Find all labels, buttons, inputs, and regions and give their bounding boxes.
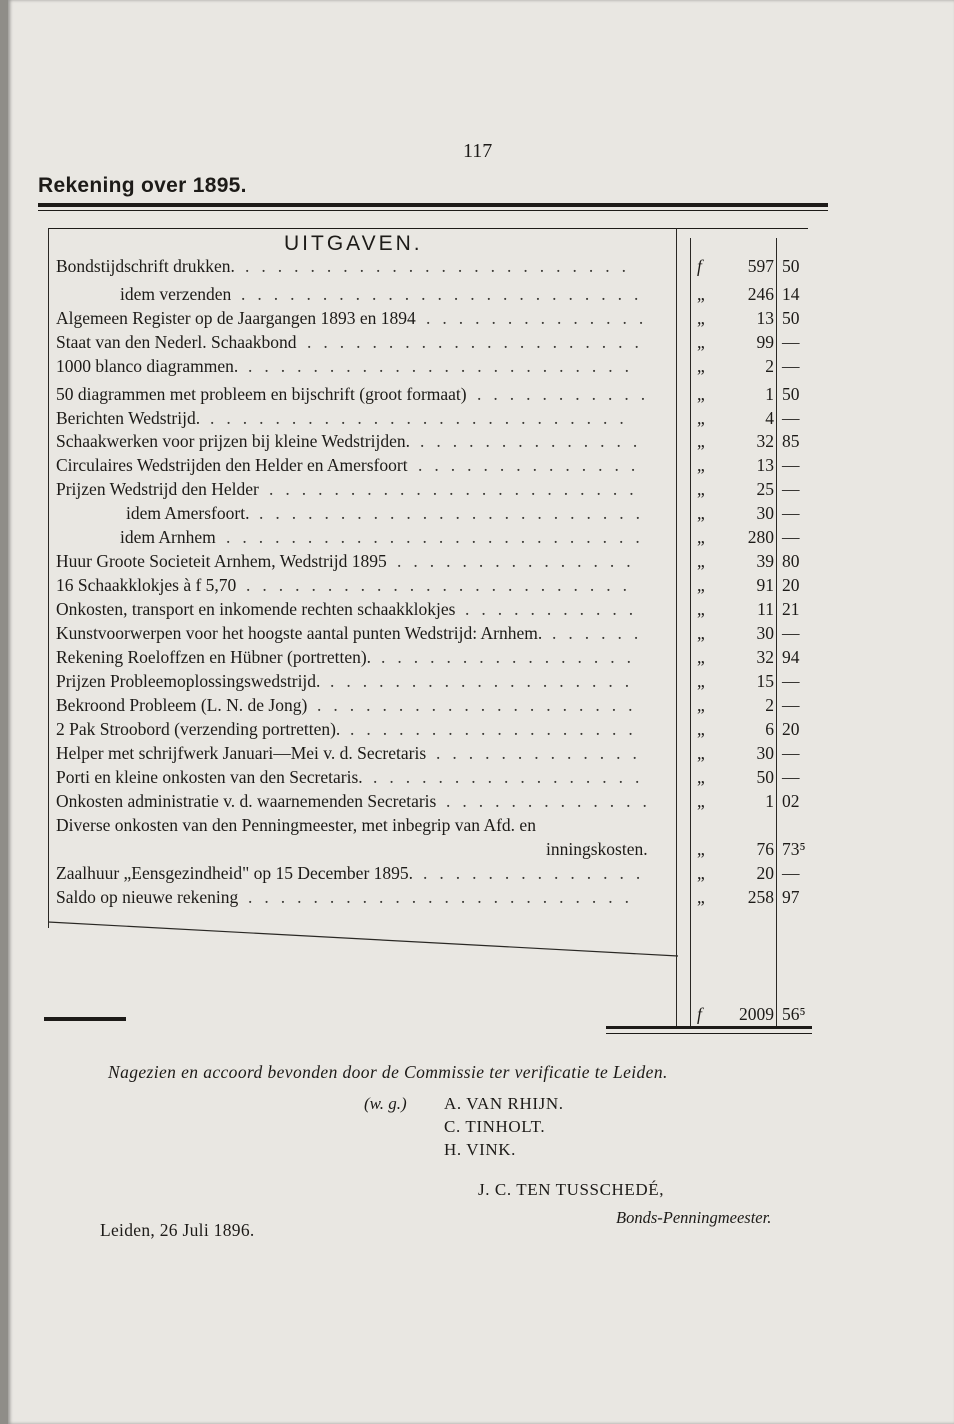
expense-description: Algemeen Register op de Jaargangen 1893 en 1894 (56, 308, 416, 328)
expense-currency: „ (697, 767, 705, 787)
leader-dots: ....................... (269, 479, 646, 499)
title-rule-thin (38, 210, 828, 211)
total-amount: 2009 (739, 1004, 774, 1024)
expense-amount: 99 (756, 332, 774, 352)
leader-dots: ............. (436, 743, 649, 763)
total-cents: 56⁵ (782, 1004, 806, 1024)
expense-cents: 73⁵ (782, 839, 806, 859)
expense-currency: „ (697, 284, 705, 304)
expense-currency: „ (697, 791, 705, 811)
expense-cents: — (782, 671, 800, 691)
expense-row (46, 503, 816, 525)
expense-cents: 85 (782, 431, 800, 451)
expense-cents: — (782, 408, 800, 428)
expense-amount: 25 (756, 479, 774, 499)
expense-row (46, 863, 816, 885)
expense-cents: 20 (782, 575, 800, 595)
expense-description: Porti en kleine onkosten van den Secretaris. (56, 767, 363, 787)
expense-description: Bekroond Probleem (L. N. de Jong) (56, 695, 308, 715)
expense-cents: — (782, 503, 800, 523)
expense-row (46, 623, 816, 645)
expense-description: Huur Groote Societeit Arnhem, Wedstrijd 1895 (56, 551, 387, 571)
expense-cents: 21 (782, 599, 800, 619)
expense-row (46, 695, 816, 717)
expense-row (46, 599, 816, 621)
leader-dots: .......................... (226, 527, 652, 547)
section-heading: UITGAVEN. (284, 232, 423, 255)
expense-description: Circulaires Wedstrijden den Helder en Amersfoort (56, 455, 408, 475)
expense-description: Prijzen Probleemoplossingswedstrijd. (56, 671, 321, 691)
expense-amount: 2 (765, 356, 774, 376)
expense-currency: „ (697, 839, 705, 859)
expense-amount: 30 (756, 743, 774, 763)
leader-dots: ........................ (248, 887, 641, 907)
expense-amount: 597 (747, 256, 774, 276)
expense-currency: „ (697, 551, 705, 571)
expense-cents: 14 (782, 284, 800, 304)
expense-description: 1000 blanco diagrammen. (56, 356, 239, 376)
leader-dots: ........... (465, 599, 646, 619)
title-rule-thick (38, 203, 828, 207)
expense-currency: „ (697, 431, 705, 451)
expense-cents: — (782, 479, 800, 499)
expense-amount: 258 (747, 887, 774, 907)
expense-cents: — (782, 767, 800, 787)
expense-description: Staat van den Nederl. Schaakbond (56, 332, 297, 352)
expense-amount: 4 (765, 408, 774, 428)
expense-row (46, 284, 816, 306)
expense-currency: „ (697, 599, 705, 619)
expense-description: Bondstijdschrift drukken. (56, 256, 235, 276)
expense-amount: 13 (756, 308, 774, 328)
leader-dots: ...... (552, 623, 651, 643)
expense-description: inningskosten. (546, 839, 648, 859)
expense-description: idem verzenden (120, 284, 232, 304)
expense-row (46, 332, 816, 354)
expense-cents: — (782, 455, 800, 475)
expense-amount: 32 (756, 647, 774, 667)
wg-note: (w. g.) (364, 1094, 407, 1113)
expense-amount: 32 (756, 431, 774, 451)
expense-description: Schaakwerken voor prijzen bij kleine Wedstrijden. (56, 431, 410, 451)
expense-description: idem Arnhem (120, 527, 216, 547)
leader-dots: ............. (446, 791, 659, 811)
expense-currency: „ (697, 887, 705, 907)
treasurer-role: Bonds-Penningmeester. (616, 1208, 772, 1227)
page-number: 117 (463, 140, 493, 162)
total-currency: f (697, 1004, 702, 1024)
total-rule-right-thin (606, 1033, 812, 1034)
expense-row (46, 839, 816, 861)
expense-row (46, 431, 816, 453)
expense-cents: 20 (782, 719, 800, 739)
expense-currency: „ (697, 408, 705, 428)
expense-currency: „ (697, 575, 705, 595)
expense-row (46, 719, 816, 741)
leader-dots: ................ (381, 647, 643, 667)
expense-currency: „ (697, 479, 705, 499)
leader-dots: ................... (330, 671, 642, 691)
leader-dots: .............. (426, 308, 656, 328)
leader-dots: ........................ (259, 503, 652, 523)
leader-dots: .............. (420, 431, 650, 451)
expense-cents: — (782, 695, 800, 715)
expense-description: 2 Pak Stroobord (verzending portretten). (56, 719, 341, 739)
signatory: H. VINK. (444, 1140, 517, 1159)
leader-dots: ........................ (248, 356, 641, 376)
expense-currency: „ (697, 384, 705, 404)
expense-amount: 20 (756, 863, 774, 883)
expense-cents: 50 (782, 256, 800, 276)
expense-currency: „ (697, 332, 705, 352)
expense-row (46, 671, 816, 693)
expense-amount: 246 (747, 284, 774, 304)
expense-cents: — (782, 356, 800, 376)
expense-currency: „ (697, 527, 705, 547)
leader-dots: ......................... (241, 284, 651, 304)
leader-dots: .................. (350, 719, 645, 739)
expense-currency: „ (697, 455, 705, 475)
expense-row (46, 647, 816, 669)
expense-row (46, 551, 816, 573)
expense-amount: 1 (765, 384, 774, 404)
expense-cents: — (782, 863, 800, 883)
expense-cents: — (782, 743, 800, 763)
treasurer-name: J. C. TEN TUSSCHEDÉ, (478, 1180, 665, 1199)
expense-currency: „ (697, 743, 705, 763)
expense-description: Diverse onkosten van den Penningmeester, met inbegrip van Afd. en (56, 815, 536, 835)
leader-dots: ..................... (307, 332, 651, 352)
expense-currency: f (697, 256, 702, 276)
expense-currency: „ (697, 623, 705, 643)
expense-amount: 11 (757, 599, 774, 619)
leader-dots: .............. (423, 863, 653, 883)
expense-amount: 1 (765, 791, 774, 811)
expense-amount: 76 (756, 839, 774, 859)
expense-cents: — (782, 332, 800, 352)
page-title: Rekening over 1895. (38, 174, 247, 197)
expense-row (46, 575, 816, 597)
expense-cents: 02 (782, 791, 800, 811)
expense-amount: 280 (747, 527, 774, 547)
expense-description: idem Amersfoort. (126, 503, 250, 523)
document-page (8, 0, 954, 1424)
expense-row (46, 256, 816, 278)
place-date: Leiden, 26 Juli 1896. (100, 1220, 255, 1240)
expense-amount: 2 (765, 695, 774, 715)
expense-amount: 30 (756, 623, 774, 643)
expense-description: Kunstvoorwerpen voor het hoogste aantal punten Wedstrijd: Arnhem. (56, 623, 543, 643)
expense-description: Rekening Roeloffzen en Hübner (portretten). (56, 647, 372, 667)
leader-dots: .............. (418, 455, 648, 475)
expense-row (46, 308, 816, 330)
signatory: C. TINHOLT. (444, 1117, 546, 1136)
expense-currency: „ (697, 719, 705, 739)
expense-description: Onkosten, transport en inkomende rechten schaakklokjes (56, 599, 456, 619)
leader-dots: ........................ (246, 575, 639, 595)
expense-description: Helper met schrijfwerk Januari—Mei v. d. Secretaris (56, 743, 427, 763)
expense-row (46, 527, 816, 549)
total-row (46, 1004, 816, 1026)
expense-row (46, 743, 816, 765)
leader-dots: ................. (373, 767, 652, 787)
leader-dots: ............... (397, 551, 643, 571)
expense-cents: — (782, 623, 800, 643)
expense-cents: — (782, 527, 800, 547)
expense-row (46, 408, 816, 430)
leader-dots: ........... (477, 384, 658, 404)
expense-currency: „ (697, 503, 705, 523)
expense-row (46, 887, 816, 909)
expense-amount: 15 (756, 671, 774, 691)
expense-description: Onkosten administratie v. d. waarnemenden Secretaris (56, 791, 437, 811)
leader-dots: .......................... (210, 408, 636, 428)
expense-row (46, 356, 816, 378)
expense-cents: 94 (782, 647, 800, 667)
leader-dots: .................... (317, 695, 645, 715)
expense-amount: 6 (765, 719, 774, 739)
expense-row (46, 384, 816, 406)
expense-cents: 50 (782, 308, 800, 328)
expense-description: Zaalhuur „Eensgezindheid" op 15 December 1895. (56, 863, 414, 883)
expense-currency: „ (697, 671, 705, 691)
expense-amount: 39 (756, 551, 774, 571)
expense-cents: 80 (782, 551, 800, 571)
expense-amount: 91 (756, 575, 774, 595)
expense-description: Saldo op nieuwe rekening (56, 887, 239, 907)
leader-dots: ........................ (245, 256, 638, 276)
expense-description: 16 Schaakklokjes à f 5,70 (56, 575, 237, 595)
expense-currency: „ (697, 863, 705, 883)
verification-note: Nagezien en accoord bevonden door de Commissie ter verificatie te Leiden. (108, 1062, 668, 1082)
expense-amount: 50 (756, 767, 774, 787)
expense-cents: 50 (782, 384, 800, 404)
expense-cents: 97 (782, 887, 800, 907)
header-rule (48, 228, 808, 229)
expense-currency: „ (697, 308, 705, 328)
expense-currency: „ (697, 695, 705, 715)
expense-amount: 13 (756, 455, 774, 475)
closing-diagonal (48, 920, 688, 960)
expense-row (46, 455, 816, 477)
expense-row (46, 479, 816, 501)
expense-currency: „ (697, 356, 705, 376)
expense-amount: 30 (756, 503, 774, 523)
expense-row (46, 815, 816, 837)
total-rule-right (606, 1026, 812, 1029)
expense-row (46, 767, 816, 789)
signatory: A. VAN RHIJN. (444, 1094, 564, 1113)
expense-currency: „ (697, 647, 705, 667)
expense-row (46, 791, 816, 813)
expense-description: 50 diagrammen met probleem en bijschrift (groot formaat) (56, 384, 467, 404)
expense-description: Prijzen Wedstrijd den Helder (56, 479, 259, 499)
expense-description: Berichten Wedstrijd. (56, 408, 201, 428)
